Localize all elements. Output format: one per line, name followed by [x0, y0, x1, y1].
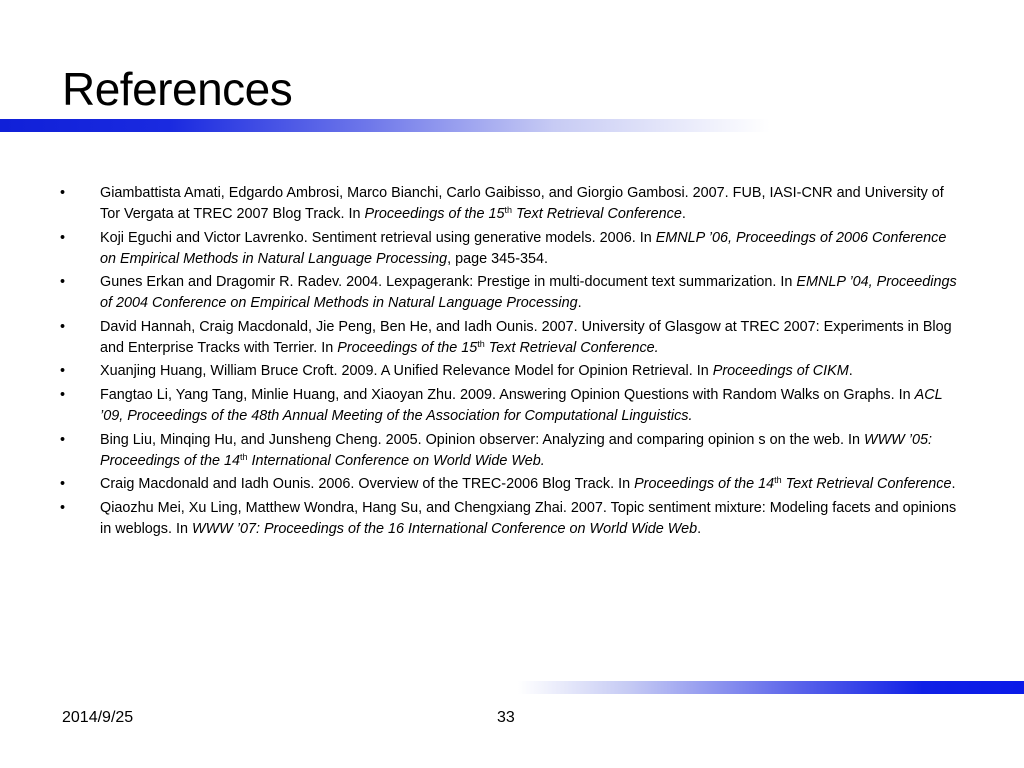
reference-text: Qiaozhu Mei, Xu Ling, Matthew Wondra, Hang Su, and Chengxiang Zhai. 2007. Topic sentiment mixture: Modeling facets and opinions in weblogs. In: [100, 499, 957, 537]
reference-venue: ACL ’09, Proceedings of the 48th Annual Meeting of the Association for Computational Linguistics.: [100, 386, 943, 424]
bullet-icon: •: [60, 476, 66, 493]
title-underline-gradient: [0, 119, 770, 132]
reference-item: [60, 498, 965, 540]
reference-item: [60, 361, 965, 382]
reference-item: [60, 228, 965, 270]
reference-venue-superscript: th: [774, 475, 782, 486]
reference-venue-superscript: th: [240, 451, 248, 462]
footer-gradient-bar: [518, 681, 1024, 694]
reference-venue-superscript: th: [504, 205, 513, 215]
reference-item: [60, 272, 965, 314]
reference-venue: Proceedings of CIKM: [712, 363, 849, 380]
reference-venue: Proceedings of the 15: [364, 206, 505, 222]
reference-venue-superscript: th: [477, 338, 485, 349]
page-number: 33: [497, 709, 515, 726]
reference-venue-rest: Text Retrieval Conference: [781, 476, 952, 493]
bullet-icon: •: [60, 363, 66, 380]
bullet-icon: •: [60, 386, 66, 403]
bullet-icon: •: [60, 229, 66, 246]
reference-text: Giambattista Amati, Edgardo Ambrosi, Marco Bianchi, Carlo Gaibisso, and Giorgio Gambosi. 2007. FUB, IASI-CNR and University of Tor Vergata at TREC 2007 Blog Track. In: [100, 185, 944, 222]
reference-item: [60, 385, 965, 427]
bullet-icon: •: [60, 431, 66, 448]
footer-date: 2014/9/25: [62, 709, 134, 726]
reference-text: Fangtao Li, Yang Tang, Minlie Huang, and Xiaoyan Zhu. 2009. Answering Opinion Questions with Random Walks on Graphs. In: [100, 386, 915, 403]
reference-suffix: .: [697, 520, 702, 537]
reference-suffix: .: [681, 206, 686, 222]
reference-suffix: , page 345-354.: [447, 250, 548, 267]
reference-item: [60, 183, 965, 225]
reference-venue: Proceedings of the 14: [634, 476, 775, 493]
reference-text: David Hannah, Craig Macdonald, Jie Peng, Ben He, and Iadh Ounis. 2007. University of Glasgow at TREC 2007: Experiments in Blog and Enterprise Tracks with Terrier. In: [100, 318, 952, 356]
reference-venue: WWW ’07: Proceedings of the 16 International Conference on World Wide Web: [192, 520, 698, 537]
reference-text: Koji Eguchi and Victor Lavrenko. Sentiment retrieval using generative models. 2006. In: [100, 229, 656, 246]
slide-title: References: [62, 63, 293, 115]
reference-venue-rest: Text Retrieval Conference: [512, 206, 682, 222]
reference-item: [60, 430, 965, 472]
bullet-icon: •: [60, 274, 66, 291]
reference-text: Xuanjing Huang, William Bruce Croft. 2009. A Unified Relevance Model for Opinion Retrieval. In: [100, 363, 713, 380]
reference-suffix: .: [848, 363, 853, 380]
reference-venue: EMNLP ’06, Proceedings of 2006 Conference on Empirical Methods in Natural Language Processing: [100, 229, 947, 267]
reference-item: [60, 474, 965, 495]
reference-item: [60, 317, 965, 359]
reference-venue: Proceedings of the 15: [337, 339, 478, 356]
reference-venue-rest: Text Retrieval Conference.: [484, 339, 659, 356]
reference-list: [60, 183, 965, 542]
bullet-icon: •: [60, 499, 66, 516]
reference-text: Bing Liu, Minqing Hu, and Junsheng Cheng. 2005. Opinion observer: Analyzing and comparing opinion s on the web. In: [100, 431, 865, 448]
reference-venue-rest: International Conference on World Wide Web.: [247, 452, 545, 469]
reference-venue: EMNLP ’04, Proceedings of 2004 Conference on Empirical Methods in Natural Language Processing: [100, 274, 957, 312]
reference-text: Craig Macdonald and Iadh Ounis. 2006. Overview of the TREC-2006 Blog Track. In: [100, 476, 635, 493]
reference-text: Gunes Erkan and Dragomir R. Radev. 2004. Lexpagerank: Prestige in multi-document text summarization. In: [100, 274, 797, 291]
bullet-icon: •: [60, 185, 66, 201]
reference-venue: WWW ’05: Proceedings of the 14: [100, 431, 932, 469]
bullet-icon: •: [60, 318, 66, 335]
reference-suffix: .: [577, 295, 582, 312]
reference-suffix: .: [951, 476, 956, 493]
